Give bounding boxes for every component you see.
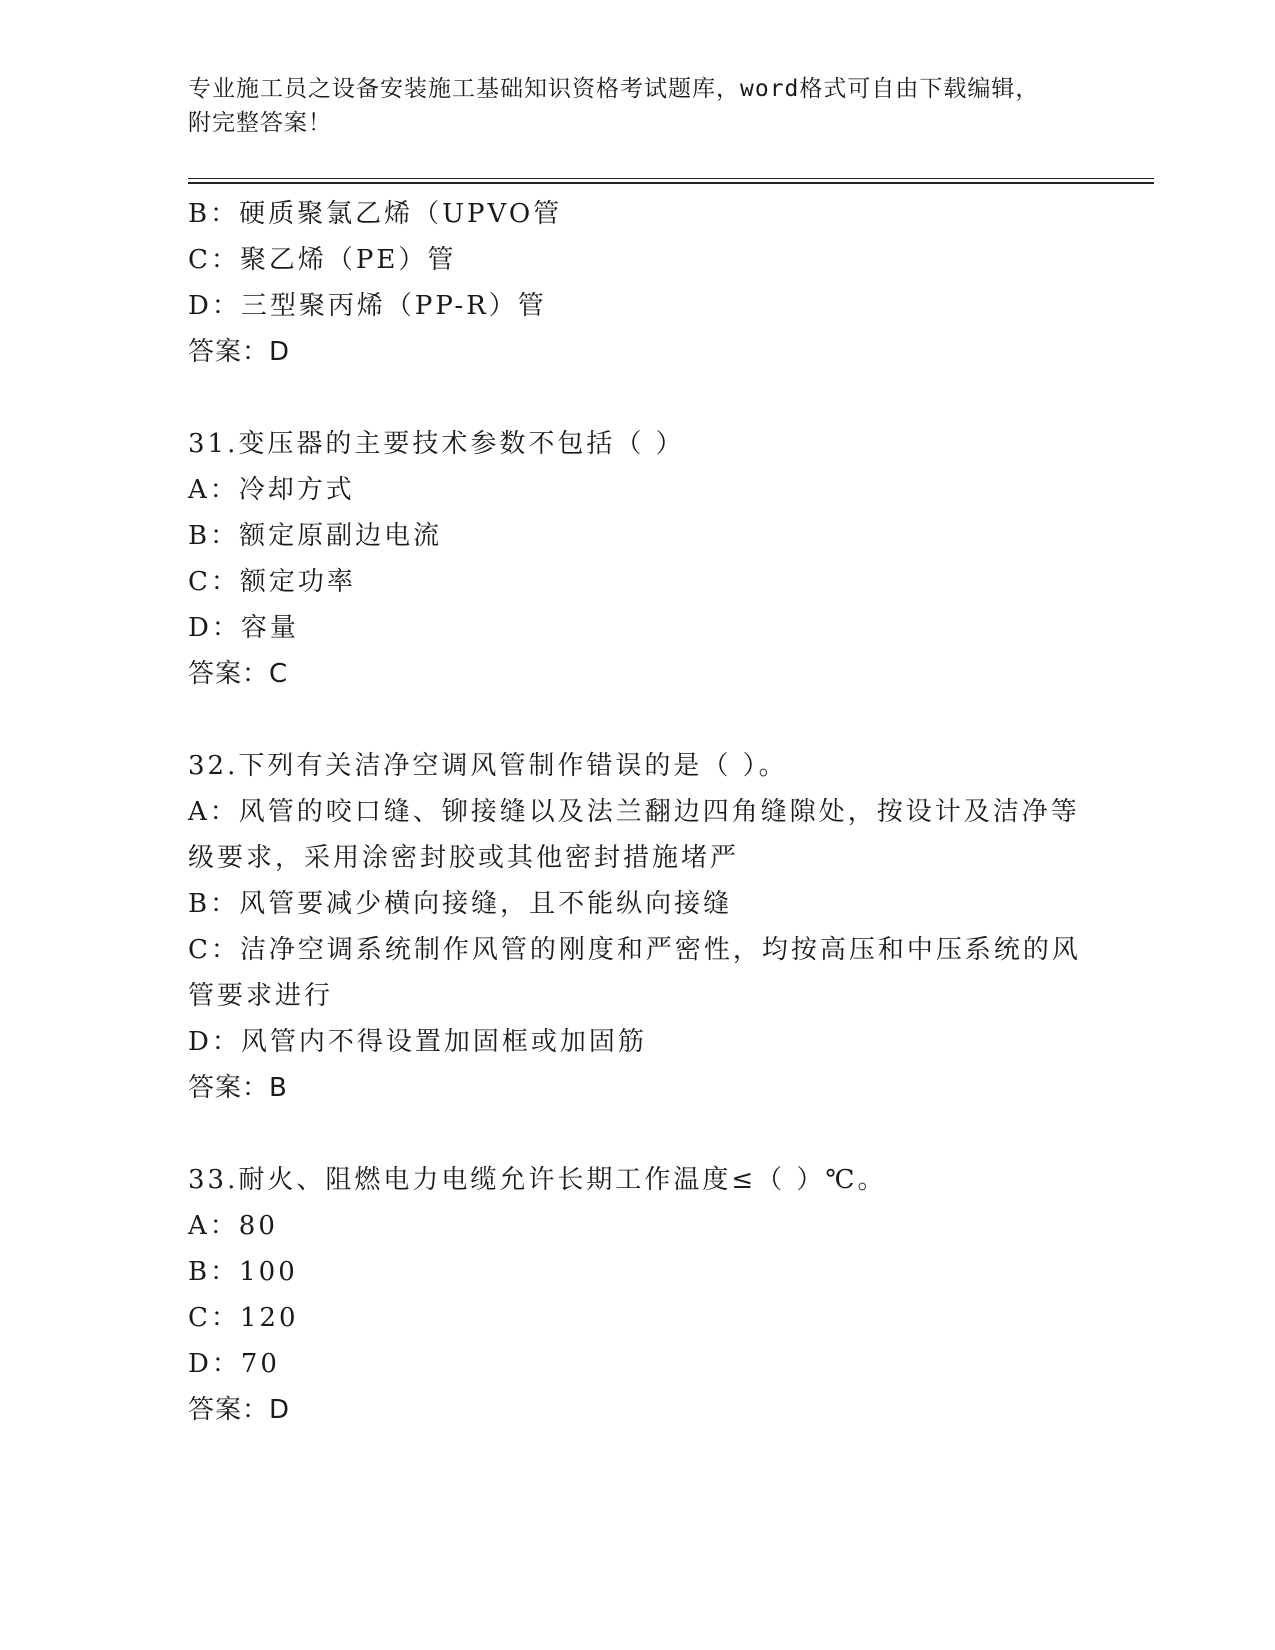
option-c: C：120 bbox=[188, 1303, 299, 1333]
option-a: A：80 bbox=[188, 1211, 278, 1241]
partial-question bbox=[188, 191, 1088, 375]
question-stem: 31.变压器的主要技术参数不包括（ ） bbox=[188, 429, 685, 459]
option-b: B：风管要减少横向接缝，且不能纵向接缝 bbox=[188, 889, 733, 919]
option-b: B：硬质聚氯乙烯（UPVO管 bbox=[188, 199, 563, 229]
option-d: D：三型聚丙烯（PP-R）管 bbox=[188, 291, 547, 321]
question-32 bbox=[188, 743, 1088, 1111]
option-c: C：聚乙烯（PE）管 bbox=[188, 245, 457, 275]
question-list bbox=[188, 191, 1088, 1433]
option-d: D：容量 bbox=[188, 613, 299, 643]
header-line-1: 专业施工员之设备安装施工基础知识资格考试题库，word格式可自由下载编辑， bbox=[188, 76, 1040, 102]
answer: 答案：D bbox=[188, 337, 291, 367]
question-31 bbox=[188, 421, 1088, 697]
answer: 答案：C bbox=[188, 659, 289, 689]
option-d: D：70 bbox=[188, 1349, 280, 1379]
option-b: B：额定原副边电流 bbox=[188, 521, 443, 551]
option-c: C：洁净空调系统制作风管的刚度和严密性，均按高压和中压系统的风管要求进行 bbox=[188, 935, 1081, 1011]
header-divider bbox=[188, 178, 1154, 179]
option-c: C：额定功率 bbox=[188, 567, 356, 597]
header-line-2: 附完整答案！ bbox=[188, 110, 332, 136]
option-d: D：风管内不得设置加固框或加固筋 bbox=[188, 1027, 647, 1057]
option-a: A：风管的咬口缝、铆接缝以及法兰翻边四角缝隙处，按设计及洁净等级要求，采用涂密封胶或其他密封措施堵严 bbox=[188, 797, 1080, 873]
question-stem: 33.耐火、阻燃电力电缆允许长期工作温度≤（ ）℃。 bbox=[188, 1165, 887, 1195]
header-divider-thick bbox=[188, 182, 1154, 184]
option-b: B：100 bbox=[188, 1257, 298, 1287]
question-33 bbox=[188, 1157, 1088, 1433]
page-header bbox=[188, 72, 1088, 140]
answer: 答案：B bbox=[188, 1073, 288, 1103]
question-stem: 32.下列有关洁净空调风管制作错误的是（ ）。 bbox=[188, 751, 788, 781]
option-a: A：冷却方式 bbox=[188, 475, 355, 505]
answer: 答案：D bbox=[188, 1395, 291, 1425]
